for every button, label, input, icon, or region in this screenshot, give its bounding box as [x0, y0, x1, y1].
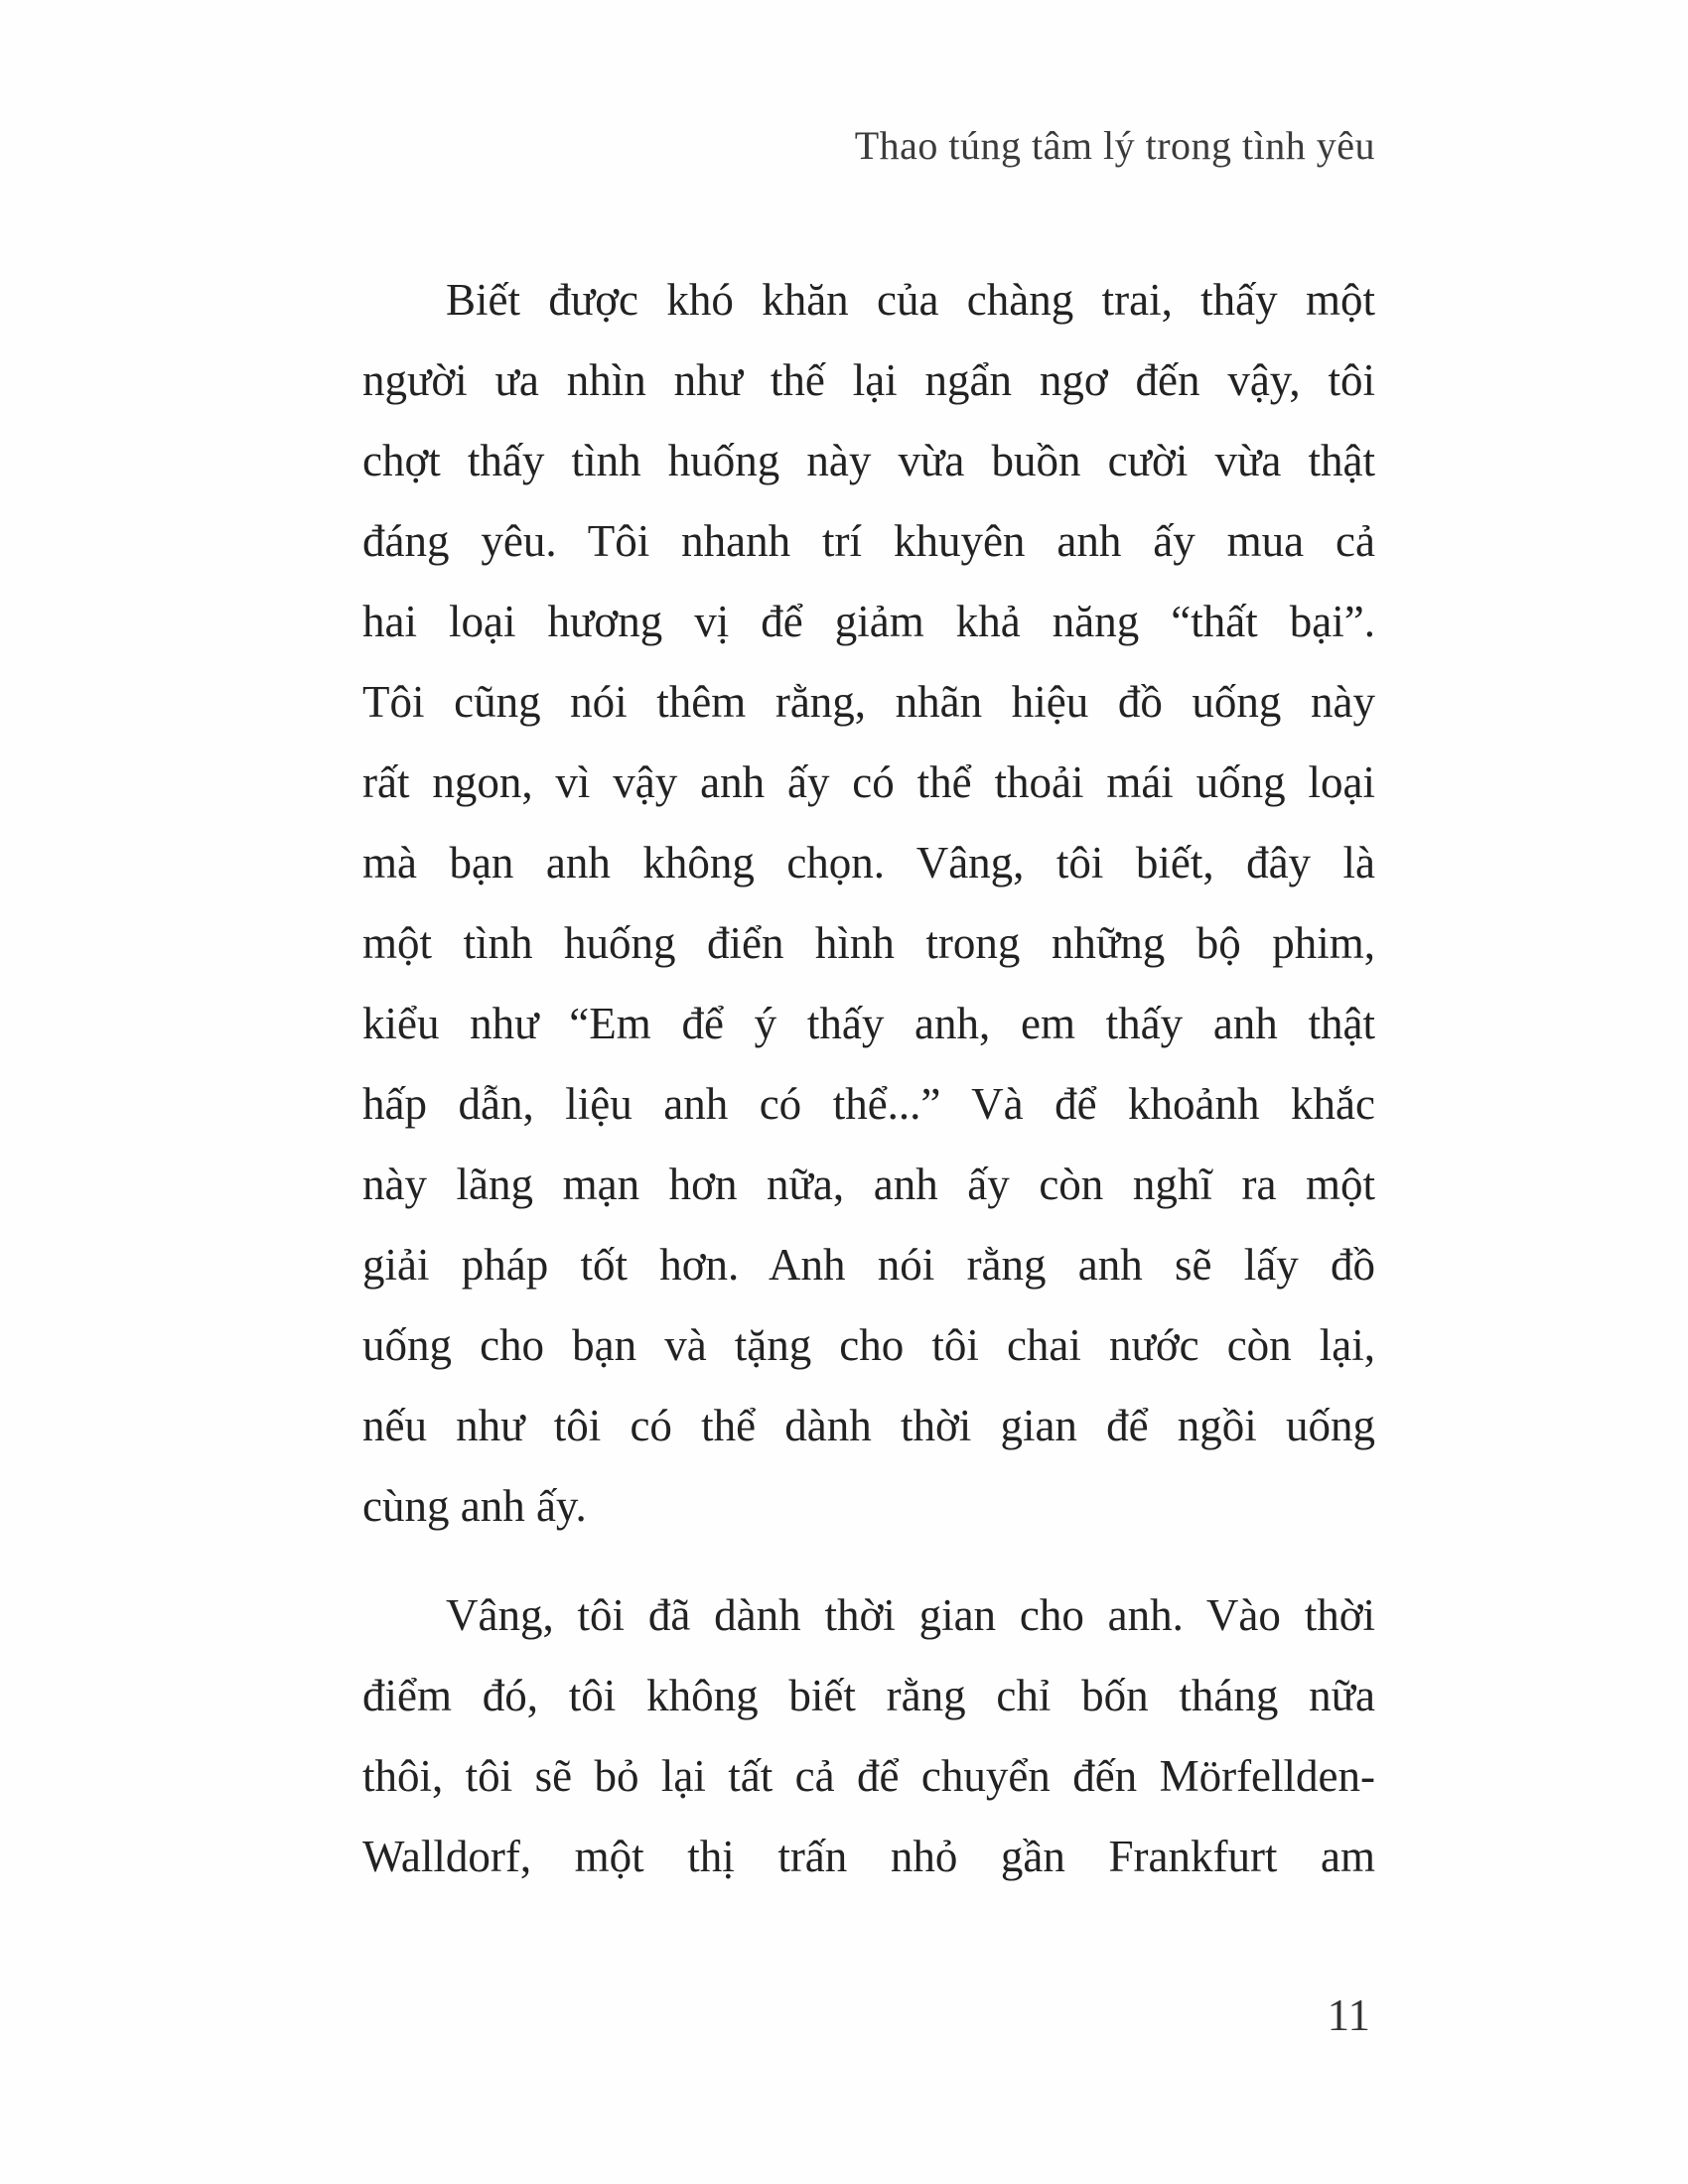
text-line: rất ngon, vì vậy anh ấy có thể thoải mái uống loại	[362, 757, 1375, 807]
running-header: Thao túng tâm lý trong tình yêu	[854, 123, 1375, 168]
text-line: uống cho bạn và tặng cho tôi chai nước còn lại,	[362, 1320, 1375, 1370]
text-line: Vâng, tôi đã dành thời gian cho anh. Vào thời	[446, 1590, 1375, 1640]
text-line: hai loại hương vị để giảm khả năng “thất bại”.	[362, 597, 1375, 646]
text-line: hấp dẫn, liệu anh có thể...” Và để khoảnh khắc	[362, 1079, 1375, 1129]
text-line: này lãng mạn hơn nữa, anh ấy còn nghĩ ra một	[362, 1160, 1375, 1209]
text-line: người ưa nhìn như thế lại ngẩn ngơ đến vậy, tôi	[362, 355, 1375, 405]
text-line: Walldorf, một thị trấn nhỏ gần Frankfurt am	[362, 1832, 1375, 1881]
text-line: chợt thấy tình huống này vừa buồn cười vừa thật	[362, 436, 1375, 485]
text-line: Biết được khó khăn của chàng trai, thấy một	[446, 275, 1375, 325]
text-line: kiểu như “Em để ý thấy anh, em thấy anh thật	[362, 999, 1375, 1048]
page-number: 11	[1327, 1990, 1370, 2040]
text-line: cùng anh ấy.	[362, 1481, 587, 1531]
body-text	[362, 260, 1375, 1897]
paragraph-1	[362, 260, 1375, 1547]
text-line: giải pháp tốt hơn. Anh nói rằng anh sẽ lấy đồ	[362, 1240, 1375, 1290]
text-line: đáng yêu. Tôi nhanh trí khuyên anh ấy mua cả	[362, 516, 1375, 566]
text-line: điểm đó, tôi không biết rằng chỉ bốn tháng nữa	[362, 1671, 1375, 1720]
text-line: Tôi cũng nói thêm rằng, nhãn hiệu đồ uống này	[362, 677, 1375, 727]
text-line: nếu như tôi có thể dành thời gian để ngồi uống	[362, 1401, 1375, 1450]
text-line: một tình huống điển hình trong những bộ phim,	[362, 918, 1375, 968]
text-line: thôi, tôi sẽ bỏ lại tất cả để chuyển đến Mörfellden-	[362, 1751, 1375, 1801]
text-line: mà bạn anh không chọn. Vâng, tôi biết, đây là	[362, 838, 1375, 887]
paragraph-2	[362, 1575, 1375, 1897]
